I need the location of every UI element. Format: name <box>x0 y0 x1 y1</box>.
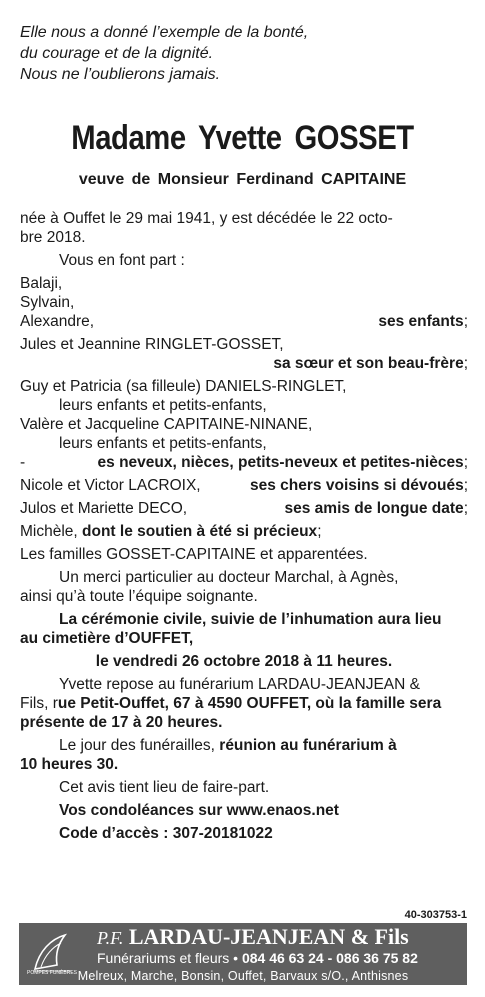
sister-role: sa sœur et son beau-frère <box>273 355 464 372</box>
funeral-home-address <box>20 694 468 713</box>
birth-death-line: bre 2018. <box>20 229 86 246</box>
friends-names: Julos et Mariette DECO, <box>20 500 188 517</box>
neighbors-role: ses chers voisins si dévoués <box>250 477 464 494</box>
quote-line: du courage et de la dignité. <box>20 45 214 62</box>
visiting-hours: présente de 17 à 20 heures. <box>20 714 223 731</box>
logo-text: POMPES FUNÈBRES <box>26 970 77 976</box>
families-line: Les familles GOSSET-CAPITAINE et apparentées. <box>20 546 368 563</box>
punctuation: ; <box>317 523 322 540</box>
locations-line: Melreux, Marche, Bonsin, Ouffet, Barvaux s/O., Anthisnes <box>77 969 409 983</box>
meeting-intro: Le jour des funérailles, <box>59 737 215 754</box>
address-text: ue Petit-Ouffet, 67 à 4590 OUFFET, où la famille sera <box>57 695 442 712</box>
michele-row <box>20 522 468 541</box>
funeral-director-banner <box>19 923 467 985</box>
contact-line <box>97 950 418 967</box>
friends-role: ses amis de longue date <box>284 500 464 517</box>
michele-role: dont le soutien à été si précieux <box>82 523 318 540</box>
child-name: Balaji, <box>20 275 63 292</box>
ceremony-date: le vendredi 26 octobre 2018 à 11 heures. <box>95 653 393 670</box>
punctuation: ; <box>463 454 468 471</box>
meeting-line <box>20 736 468 755</box>
child-name: Sylvain, <box>20 294 75 311</box>
family-names: Valère et Jacqueline CAPITAINE-NINANE, <box>20 416 313 433</box>
announcement: Vous en font part : <box>59 252 185 269</box>
neighbors-names: Nicole et Victor LACROIX, <box>20 477 201 494</box>
sister-names: Jules et Jeannine RINGLET-GOSSET, <box>20 336 284 353</box>
meeting-place: réunion au funérarium à <box>219 737 397 754</box>
pf-label: P.F. <box>97 928 124 948</box>
company-name <box>97 923 409 952</box>
phone-numbers: 084 46 63 24 - 086 36 75 82 <box>241 950 418 966</box>
birth-death-line: née à Ouffet le 29 mai 1941, y est décédée le 22 octo- <box>20 210 393 227</box>
thanks-line: Un merci particulier au docteur Marchal, à Agnès, <box>59 569 399 586</box>
funeral-home-line: Yvette repose au funérarium LARDAU-JEANJEAN & <box>59 676 420 693</box>
family-descendants: leurs enfants et petits-enfants, <box>59 435 267 452</box>
friends-row <box>20 499 468 518</box>
sister-role-line <box>20 354 468 373</box>
dash: - <box>20 454 26 471</box>
punctuation: ; <box>463 477 468 494</box>
nephews-row <box>20 453 468 472</box>
punctuation: ; <box>463 313 468 330</box>
michele-name: Michèle, <box>20 523 78 540</box>
company-title: LARDAU-JEANJEAN & Fils <box>128 924 409 949</box>
children-row <box>20 312 468 331</box>
deceased-name: Madame Yvette GOSSET <box>71 119 414 157</box>
neighbors-row <box>20 476 468 495</box>
access-code: Code d’accès : 307-20181022 <box>59 825 273 842</box>
punctuation: ; <box>463 500 468 517</box>
service-label: Funérariums et fleurs • <box>97 950 239 966</box>
family-descendants: leurs enfants et petits-enfants, <box>59 397 267 414</box>
widow-of-line: veuve de Monsieur Ferdinand CAPITAINE <box>78 171 407 188</box>
address-prefix: Fils, r <box>20 695 58 712</box>
quote-line: Elle nous a donné l’exemple de la bonté, <box>20 24 309 41</box>
condolences-line: Vos condoléances sur www.enaos.net <box>59 802 339 819</box>
epitaph-quote <box>20 22 308 85</box>
quote-line: Nous ne l’oublierons jamais. <box>20 66 221 83</box>
reference-code: 40-303753-1 <box>404 909 467 921</box>
family-names: Guy et Patricia (sa filleule) DANIELS-RINGLET, <box>20 378 347 395</box>
meeting-time: 10 heures 30. <box>20 756 119 773</box>
ceremony-line: au cimetière d’OUFFET, <box>20 630 194 647</box>
punctuation: ; <box>463 355 468 372</box>
thanks-line: ainsi qu’à toute l’équipe soignante. <box>20 588 258 605</box>
children-role: ses enfants <box>378 313 464 330</box>
notice-body <box>20 209 468 843</box>
notice-statement: Cet avis tient lieu de faire-part. <box>59 779 270 796</box>
ceremony-line: La cérémonie civile, suivie de l’inhumation aura lieu <box>59 611 442 628</box>
child-name: Alexandre, <box>20 313 95 330</box>
nephews-role: es neveux, nièces, petits-neveux et petites-nièces <box>97 454 464 471</box>
